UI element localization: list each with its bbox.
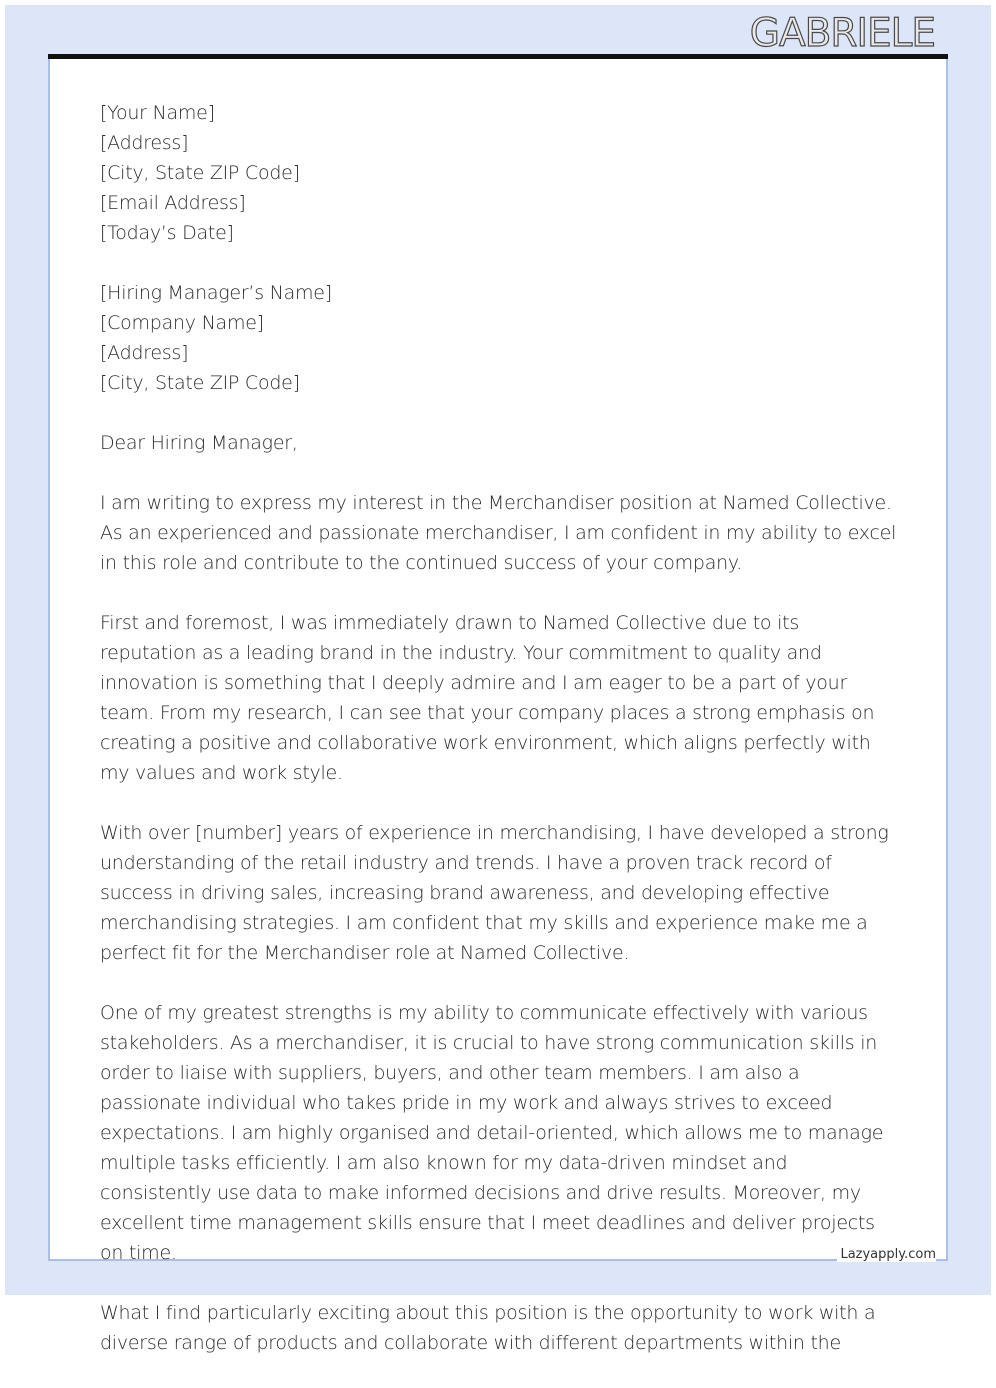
- letter-date: [Today’s Date]: [100, 222, 234, 244]
- recipient-company: [Company Name]: [100, 312, 264, 334]
- body-paragraph: First and foremost, I was immediately drawn to Named Collective due to its reputation as a leading brand in the industry. Your commitment to quality and innovation is something that I deeply admire and I am eager to be a part of your team. From my research, I can see that your company places a strong emphasis on creating a positive and collaborative work environment, which aligns perfectly with my values and work style.: [100, 612, 875, 784]
- body-paragraph: I am writing to express my interest in the Merchandiser position at Named Collective. As an experienced and passionate merchandiser, I am confident in my ability to excel in this role and contribute to the continued success of your company.: [100, 492, 897, 574]
- sender-city: [City, State ZIP Code]: [100, 162, 300, 184]
- body-paragraph: What I find particularly exciting about this position is the opportunity to work with a diverse range of products and collaborate with different departments within the: [100, 1302, 876, 1354]
- recipient-city: [City, State ZIP Code]: [100, 372, 300, 394]
- sender-name: [Your Name]: [100, 102, 215, 124]
- sender-address: [Address]: [100, 132, 189, 154]
- watermark-label: Lazyapply.com: [837, 1247, 936, 1262]
- spacer: [100, 458, 900, 488]
- body-paragraph: One of my greatest strengths is my ability to communicate effectively with various stakeholders. As a merchandiser, it is crucial to have strong communication skills in order to liaise with suppliers, buyers, and other team members. I am also a passionate individual who takes pride in my work and always strives to exceed expectations. I am highly organised and detail-oriented, which allows me to manage multiple tasks efficiently. I am also known for my data-driven mindset and consistently use data to make informed decisions and drive results. Moreover, my excellent time management skills ensure that I meet deadlines and deliver projects on time.: [100, 1002, 884, 1264]
- page-frame: [5, 5, 991, 1354]
- salutation: Dear Hiring Manager,: [100, 432, 298, 454]
- spacer: [100, 398, 900, 428]
- recipient-manager: [Hiring Manager’s Name]: [100, 282, 332, 304]
- cover-letter-body: [100, 98, 900, 1388]
- sender-email: [Email Address]: [100, 192, 246, 214]
- recipient-block: [100, 278, 900, 398]
- recipient-address: [Address]: [100, 342, 189, 364]
- sender-block: [100, 98, 900, 248]
- header-name: GABRIELE: [749, 11, 935, 56]
- spacer: [100, 248, 900, 278]
- body-paragraph: With over [number] years of experience in merchandising, I have developed a strong understanding of the retail industry and trends. I have a proven track record of success in driving sales, increasing brand awareness, and developing effective merchandising strategies. I am confident that my skills and experience make me a perfect fit for the Merchandiser role at Named Collective.: [100, 822, 889, 964]
